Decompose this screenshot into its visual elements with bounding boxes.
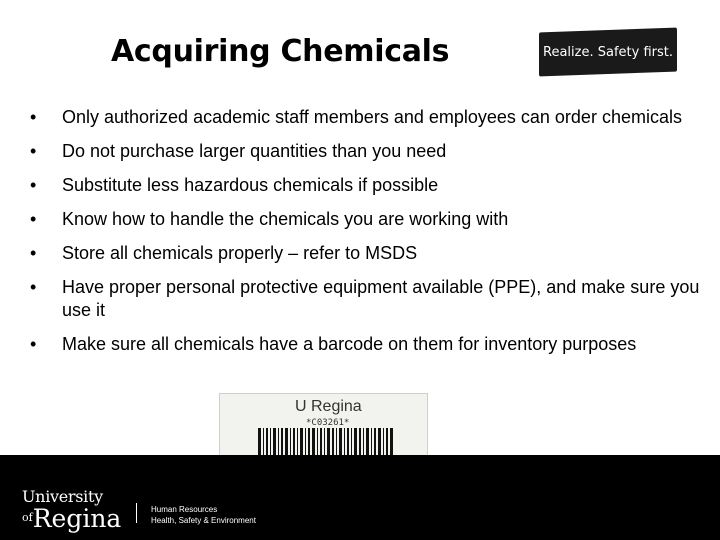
footer-divider — [136, 503, 137, 523]
bullet-marker: • — [30, 243, 37, 263]
bullet-item — [30, 333, 700, 356]
bullet-text: Do not purchase larger quantities than you need — [62, 141, 447, 161]
bullet-text: Make sure all chemicals have a barcode on them for inventory purposes — [62, 334, 637, 354]
bullet-text: Have proper personal protective equipment available (PPE), and make sure you use it — [62, 277, 700, 320]
bullet-item — [30, 242, 700, 265]
bullet-marker: • — [30, 175, 37, 195]
logo-university-text: University — [22, 487, 103, 506]
slide-title: Acquiring Chemicals — [111, 34, 450, 69]
bullet-marker: • — [30, 209, 37, 229]
bullet-text: Only authorized academic staff members and employees can order chemicals — [62, 107, 682, 127]
department-line-2: Health, Safety & Environment — [151, 516, 256, 525]
bullet-list — [30, 106, 700, 367]
bullet-item — [30, 208, 700, 231]
bullet-item — [30, 276, 700, 322]
bullet-marker: • — [30, 107, 37, 127]
university-logo — [22, 488, 121, 535]
tagline-text: Realize. Safety first. — [543, 44, 673, 60]
bullet-item — [30, 106, 700, 129]
department-line-1: Human Resources — [151, 505, 218, 514]
bullet-text: Substitute less hazardous chemicals if possible — [62, 175, 439, 195]
logo-regina-text: Regina — [32, 504, 122, 533]
logo-of-text: of — [22, 511, 33, 524]
bullet-text: Know how to handle the chemicals you are working with — [62, 209, 509, 229]
department-label — [151, 504, 256, 526]
bullet-marker: • — [30, 277, 37, 297]
bullet-item — [30, 174, 700, 197]
bullet-text: Store all chemicals properly – refer to MSDS — [62, 243, 418, 263]
bullet-item — [30, 140, 700, 163]
bullet-marker: • — [30, 334, 37, 354]
barcode-bars-icon — [258, 428, 398, 458]
bullet-marker: • — [30, 141, 37, 161]
safety-tagline-badge — [539, 28, 677, 77]
barcode-label: U Regina — [295, 398, 362, 415]
barcode-number: *C03261* — [306, 418, 350, 428]
